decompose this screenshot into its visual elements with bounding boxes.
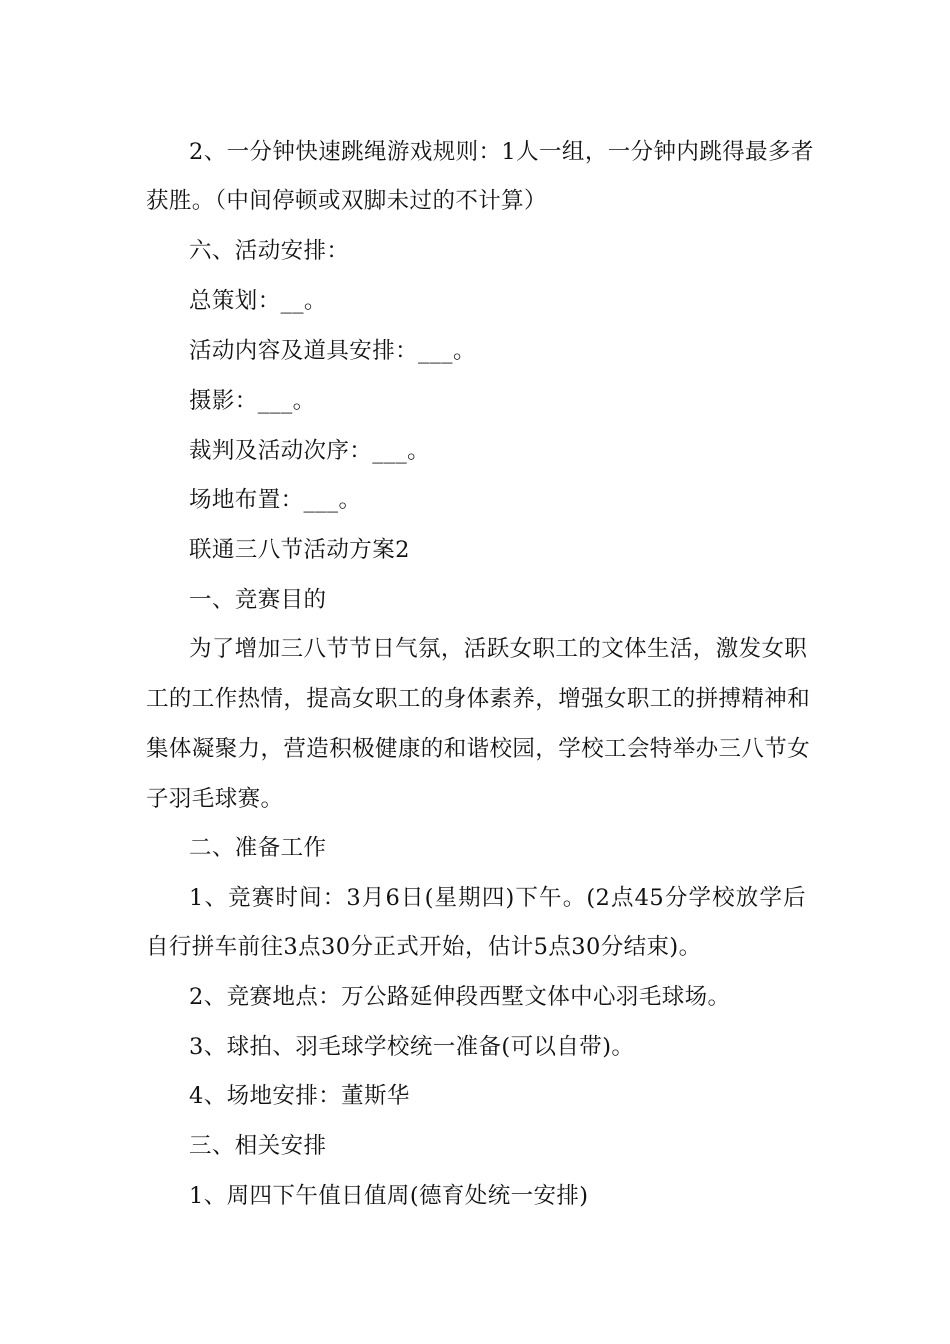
paragraph-line: 集体凝聚力，营造积极健康的和谐校园，学校工会特举办三八节女 [146, 736, 811, 762]
paragraph-line: 为了增加三八节节日气氛，活跃女职工的文体生活，激发女职 [189, 636, 808, 662]
paragraph-line: 活动内容及道具安排：___。 [189, 338, 476, 364]
section-heading: 六、活动安排： [189, 238, 350, 264]
paragraph-line: 4、场地安排：董斯华 [189, 1083, 410, 1109]
paragraph-line: 2、一分钟快速跳绳游戏规则：1人一组，一分钟内跳得最多者 [189, 139, 814, 165]
paragraph-line: 总策划：__。 [189, 288, 327, 314]
section-heading: 二、准备工作 [189, 835, 327, 861]
paragraph-line: 1、周四下午值日值周(德育处统一安排) [189, 1183, 589, 1209]
paragraph-line: 1、竞赛时间：3月6日(星期四)下午。(2点45分学校放学后 [189, 885, 806, 911]
document-subtitle: 联通三八节活动方案2 [189, 537, 410, 563]
paragraph-line: 3、球拍、羽毛球学校统一准备(可以自带)。 [189, 1034, 635, 1060]
section-heading: 三、相关安排 [189, 1133, 327, 1159]
paragraph-line: 摄影：___。 [189, 388, 316, 414]
paragraph-line: 工的工作热情，提高女职工的身体素养，增强女职工的拼搏精神和 [146, 686, 811, 712]
paragraph-line: 场地布置：___。 [189, 487, 362, 513]
paragraph-line: 自行拼车前往3点30分正式开始，估计5点30分结束)。 [146, 934, 702, 960]
paragraph-line: 裁判及活动次序：___。 [189, 438, 431, 464]
paragraph-line: 获胜。（中间停顿或双脚未过的不计算） [146, 188, 547, 214]
paragraph-line: 2、竞赛地点：万公路延伸段西墅文体中心羽毛球场。 [189, 984, 731, 1010]
section-heading: 一、竞赛目的 [189, 587, 327, 613]
paragraph-line: 子羽毛球赛。 [146, 786, 284, 812]
